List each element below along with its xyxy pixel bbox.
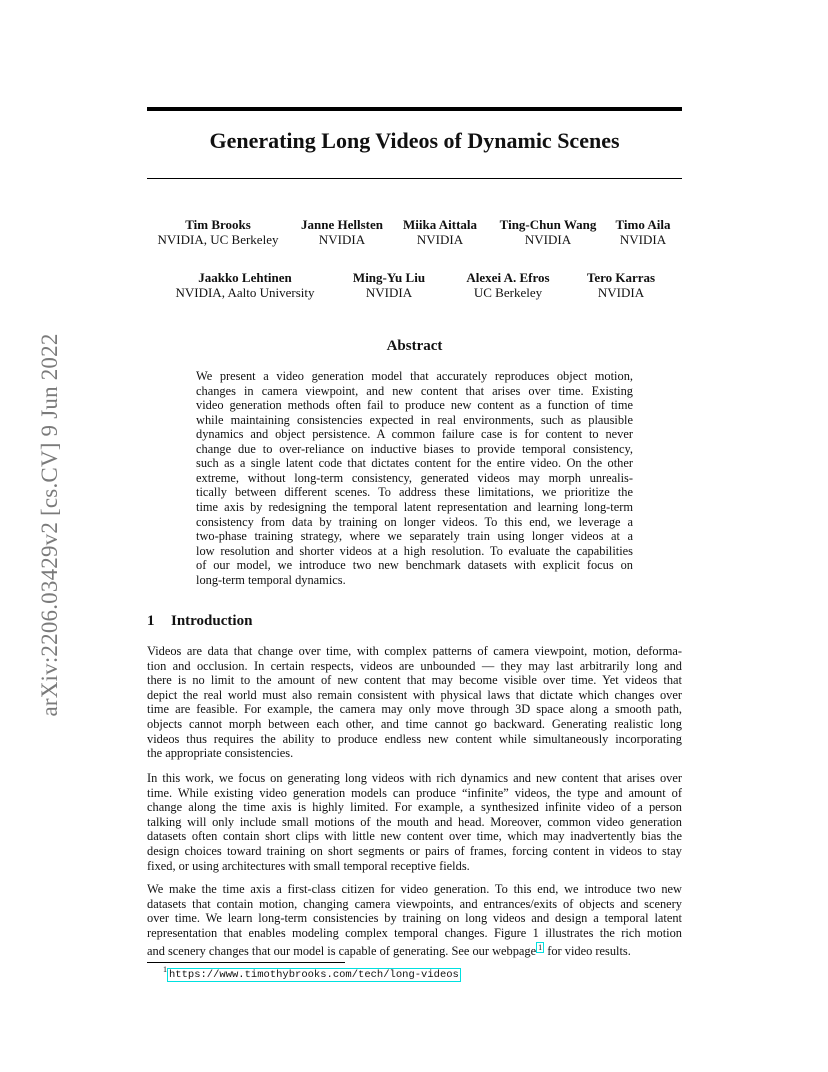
author-name: Tero Karras — [586, 270, 656, 285]
author-name: Ting-Chun Wang — [499, 217, 597, 232]
abstract-heading: Abstract — [386, 338, 443, 354]
footnote-marker: 1 — [163, 965, 167, 974]
arxiv-stamp: arXiv:2206.03429v2 [cs.CV] 9 Jun 2022 — [37, 333, 62, 717]
section-heading — [147, 613, 252, 630]
footnote — [163, 965, 461, 981]
text-line: design choices toward training on short segments or pairs of frames, forcing content in videos to stay — [147, 844, 682, 858]
author-affiliation: NVIDIA, Aalto University — [175, 285, 315, 300]
title-top-rule — [147, 107, 682, 111]
text-line: time axis by redesigning the temporal latent representation and learning long-term — [196, 499, 633, 514]
text-line: fixed, or using architectures with small temporal receptive fields. — [147, 858, 470, 873]
authors_row2-author-3 — [576, 270, 666, 300]
text-line: consistency from data by training on longer videos. To this end, we leverage a — [196, 514, 633, 529]
section-number: 1 — [147, 613, 155, 629]
author-affiliation: NVIDIA — [524, 232, 572, 247]
text-line: low resolution and shorter videos at a high resolution. To evaluate the capabilities — [196, 543, 633, 558]
text-line: over time. We learn long-term consistencies by training on long videos and design a temporal latent — [147, 911, 682, 926]
title-bottom-rule — [147, 178, 682, 179]
text-line: while maintaining consistencies expected in real environments, such as plausible — [196, 412, 633, 427]
text-line: We present a video generation model that accurately reproduces object motion, — [196, 369, 633, 383]
last-line-text: and scenery changes that our model is capable of generating. See our webpage — [147, 944, 537, 959]
text-line: of our model, we introduce two new benchmark datasets with explicit focus on — [196, 558, 633, 573]
text-line: time. While existing video generation models can produce “infinite” videos, the type and amount of — [147, 785, 682, 800]
text-line: dynamics and object persistence. A common failure case is for content to never — [196, 427, 633, 442]
text-line: tion and occlusion. In certain respects, videos are unbounded — they may last arbitrarily long and — [147, 658, 682, 673]
text-line: objects cannot morph between each other, and time cannot go backward. Generating realistic long — [147, 717, 682, 731]
text-line: long-term temporal dynamics. — [196, 572, 346, 587]
text-line: representation that enables modeling complex temporal changes. Figure 1 illustrates the rich motion — [147, 925, 682, 940]
authors_row2-author-1 — [345, 270, 433, 300]
text-line: datasets that contain motion, changing camera viewpoints, and entrances/exits of objects and scenery — [147, 896, 682, 911]
author-affiliation: NVIDIA — [318, 232, 366, 247]
section-title: Introduction — [171, 613, 253, 629]
author-name: Ming-Yu Liu — [352, 270, 426, 285]
text-line: change due to over-reliance on inductive biases to provide temporal consistency, — [196, 441, 633, 456]
author-name: Tim Brooks — [185, 217, 251, 232]
author-affiliation: NVIDIA — [365, 285, 413, 300]
text-line: talking will only include small motions of the mouth and head. Moreover, common video generation — [147, 814, 682, 829]
paper-title: Generating Long Videos of Dynamic Scenes — [209, 128, 620, 153]
text-line: two-phase training strategy, where we separately train using longer videos at a — [196, 529, 633, 544]
text-line: datasets often contain short clips with little new content over time, which may inadvertently bias the — [147, 829, 682, 844]
authors_row2-author-0 — [165, 270, 325, 300]
author-name: Janne Hellsten — [301, 217, 383, 232]
author-name: Timo Aila — [615, 217, 671, 232]
text-line: the appropriate consistencies. — [147, 746, 294, 761]
footnote-link[interactable]: https://www.timothybrooks.com/tech/long-videos — [169, 968, 459, 981]
intro-paragraph-3-last-line — [147, 941, 682, 959]
author-affiliation: UC Berkeley — [473, 285, 543, 300]
text-line: time are feasible. For example, the camera may only move through 3D space along a smooth path, — [147, 702, 682, 717]
text-line: there is no limit to the amount of new content that may become visible over time. Yet videos that — [147, 673, 682, 688]
author-name: Alexei A. Efros — [466, 270, 550, 285]
text-line: changes in camera viewpoint, and new content that arises over time. Existing — [196, 383, 633, 398]
author-name: Jaakko Lehtinen — [198, 270, 292, 285]
author-affiliation: NVIDIA — [619, 232, 667, 247]
authors_row1-author-3 — [492, 217, 604, 247]
text-line: videos thus requires the ability to produce endless new content while simultaneously incorporating — [147, 731, 682, 746]
authors_row1-author-1 — [292, 217, 392, 247]
author-affiliation: NVIDIA — [597, 285, 645, 300]
text-line: In this work, we focus on generating long videos with rich dynamics and new content that arises over — [147, 771, 682, 785]
author-affiliation: NVIDIA — [416, 232, 464, 247]
authors_row1-author-0 — [148, 217, 288, 247]
text-line: extreme, without long-term consistency, generated videos may morph unrealis- — [196, 470, 633, 485]
footnote-rule — [147, 962, 345, 963]
text-line: tically between different scenes. To address these limitations, we prioritize the — [196, 485, 633, 500]
text-line: depict the real world must also remain consistent with physical laws that dictate which changes over — [147, 687, 682, 702]
text-line: such as a single latent code that dictates content for the entire video. On the other — [196, 456, 633, 471]
authors_row1-author-4 — [610, 217, 676, 247]
text-line: We make the time axis a first-class citizen for video generation. To this end, we introduce two new — [147, 882, 682, 896]
text-line: Videos are data that change over time, with complex patterns of camera viewpoint, motion, deforma- — [147, 644, 682, 658]
text-line: change along the time axis is highly limited. For example, a synthesized infinite video of a person — [147, 800, 682, 815]
author-affiliation: NVIDIA, UC Berkeley — [157, 232, 279, 247]
text-line: video generation methods often fail to produce new content as a function of time — [196, 398, 633, 413]
last-line-tail: for video results. — [544, 944, 631, 959]
footnote-ref[interactable]: 1 — [538, 943, 543, 952]
authors_row1-author-2 — [394, 217, 486, 247]
authors_row2-author-2 — [454, 270, 562, 300]
author-name: Miika Aittala — [402, 217, 478, 232]
